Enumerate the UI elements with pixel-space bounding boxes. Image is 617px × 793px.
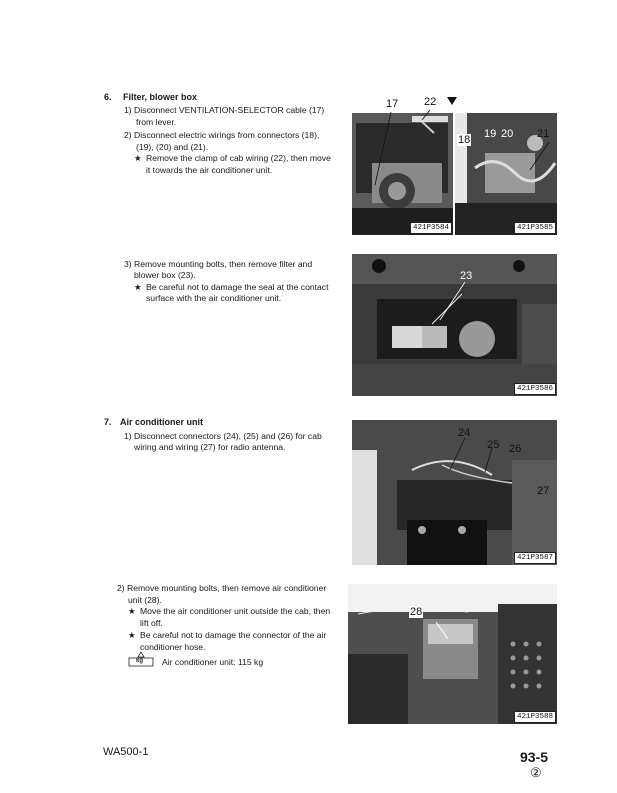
weight-icon-label: kg	[136, 658, 144, 664]
callout-25: 25	[487, 439, 500, 451]
callout-23: 23	[460, 270, 473, 282]
star-icon: ★	[134, 153, 142, 163]
s6-step2-line2: (19), (20) and (21).	[136, 142, 209, 152]
photo-1-caption: 421P3584	[410, 222, 452, 234]
leader-lines	[340, 90, 570, 530]
s6-step1-line1: 1) Disconnect VENTILATION-SELECTOR cable (17)	[124, 105, 325, 115]
photo-4-caption: 421P3587	[514, 552, 556, 564]
callout-17: 17	[386, 98, 399, 110]
s6-step3-line2: blower box (23).	[134, 270, 196, 280]
s6-step3-line1: 3) Remove mounting bolts, then remove filter and	[124, 259, 313, 269]
s7-step1-line1: 1) Disconnect connectors (24), (25) and (26) for cab	[124, 431, 322, 441]
star-icon: ★	[128, 606, 136, 616]
callout-18: 18	[458, 134, 471, 146]
section-7-title: Air conditioner unit	[120, 417, 203, 427]
photo-2-caption: 421P3585	[514, 222, 556, 234]
callout-24: 24	[458, 427, 471, 439]
s7-note2-line2: conditioner hose.	[140, 642, 206, 652]
callout-20: 20	[501, 128, 514, 140]
callout-27: 27	[537, 485, 550, 497]
weight-text: Air conditioner unit: 115 kg	[162, 657, 264, 667]
star-icon: ★	[128, 630, 136, 640]
s7-note1-line2: lift off.	[140, 618, 163, 628]
s7-note1-line1	[128, 605, 330, 617]
s6-step2-line1: 2) Disconnect electric wirings from connectors (18),	[124, 130, 320, 140]
pointer-arrow-icon	[447, 94, 457, 104]
section-6-title: Filter, blower box	[123, 92, 198, 102]
s6-note1-text: Remove the clamp of cab wiring (22), then move	[146, 153, 331, 163]
callout-26: 26	[509, 443, 522, 455]
footer-model: WA500-1	[103, 746, 149, 758]
s7-note2-line1	[128, 629, 326, 641]
s7-note2-text: Be careful not to damage the connector of the air	[140, 630, 327, 640]
s6-note2-line2: surface with the air conditioner unit.	[146, 293, 282, 303]
s6-note2-text: Be careful not to damage the seal at the contact	[146, 282, 329, 292]
footer-revision-mark: ②	[530, 765, 542, 780]
photo-5-drawing	[348, 584, 557, 724]
photo-421P3588	[348, 584, 557, 724]
s7-step2-line1: 2) Remove mounting bolts, then remove air conditioner	[117, 583, 327, 593]
weight-icon	[128, 651, 154, 667]
s6-note1-line2: it towards the air conditioner unit.	[146, 165, 273, 175]
footer-page-number: 93-5	[520, 749, 549, 765]
s7-step2-line2: unit (28).	[128, 595, 162, 605]
callout-22: 22	[424, 96, 437, 108]
star-icon: ★	[134, 282, 142, 292]
s7-step1-line2: wiring and wiring (27) for radio antenna.	[134, 442, 286, 452]
callout-19: 19	[484, 128, 497, 140]
section-6-number: 6.	[104, 92, 112, 102]
photo-5-caption: 421P3588	[514, 711, 556, 723]
section-7-number: 7.	[104, 417, 112, 427]
callout-21: 21	[537, 128, 550, 140]
photo-3-caption: 421P3586	[514, 383, 556, 395]
s7-note1-text: Move the air conditioner unit outside the cab, then	[140, 606, 331, 616]
s6-note1-line1	[134, 152, 331, 164]
callout-28: 28	[410, 606, 423, 618]
s6-step1-line2: from lever.	[136, 117, 177, 127]
